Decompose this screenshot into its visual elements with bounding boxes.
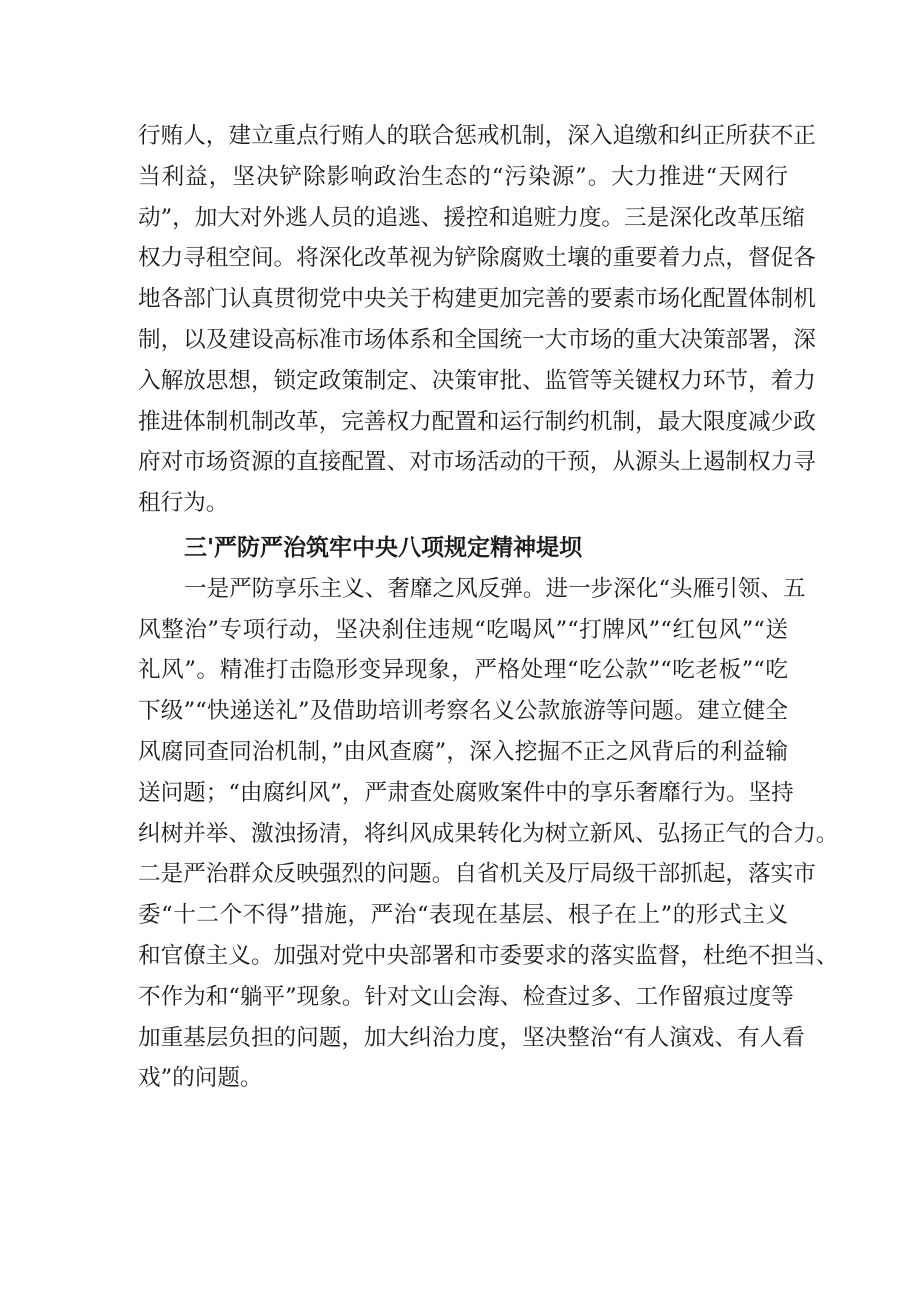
text-line: 权力寻租空间。将深化改革视为铲除腐败土壤的重要着力点，督促各 <box>138 245 816 272</box>
document-body <box>138 116 839 1099</box>
text-line: 和官僚主义。加强对党中央部署和市委要求的落实监督，杜绝不担当、 <box>138 942 839 969</box>
text-line: 风整治”专项行动，坚决刹住违规“吃喝风”“打牌风”“红包风”“送 <box>138 616 788 643</box>
text-line: 送问题；“由腐纠风”，严肃查处腐败案件中的享乐奢靡行为。坚持 <box>138 779 794 806</box>
text-line: 租行为。 <box>138 490 229 517</box>
text-line: 一是严防享乐主义、奢靡之风反弹。进一步深化“头雁引领、五 <box>184 575 806 602</box>
text-line: 礼风”。精准打击隐形变异现象，严格处理“吃公款”“吃老板”“吃 <box>138 657 788 684</box>
text-line: 纠树并举、激浊扬清，将纠风成果转化为树立新风、弘扬正气的合力。 <box>138 820 839 847</box>
text-line: 地各部门认真贯彻党中央关于构建更加完善的要素市场化配置体制机 <box>138 286 816 313</box>
text-line: 当利益，坚决铲除影响政治生态的“污染源”。大力推进“天网行 <box>138 163 788 190</box>
text-line: 加重基层负担的问题，加大纠治力度，坚决整治“有人演戏、有人看 <box>138 1024 805 1051</box>
text-line: 不作为和“躺平”现象。针对文山会海、检查过多、工作留痕过度等 <box>138 983 794 1010</box>
paragraph-2 <box>138 569 839 1099</box>
text-line: 风腐同查同治机制，”由风查腐”，深入挖掘不正之风背后的利益输 <box>138 738 788 765</box>
paragraph-1 <box>138 116 816 524</box>
text-line: 府对市场资源的直接配置、对市场活动的干预，从源头上遏制权力寻 <box>138 449 816 476</box>
text-line: 制，以及建设高标准市场体系和全国统一大市场的重大决策部署，深 <box>138 326 816 353</box>
text-line: 动”，加大对外逃人员的追逃、援控和追赃力度。三是深化改革压缩 <box>138 204 805 231</box>
text-line: 戏”的问题。 <box>138 1065 263 1092</box>
text-line: 推进体制机制改革，完善权力配置和运行制约机制，最大限度减少政 <box>138 408 816 435</box>
text-line: 入解放思想，锁定政策制定、决策审批、监管等关键权力环节，着力 <box>138 367 816 394</box>
text-line: 二是严治群众反映强烈的问题。自省机关及厅局级干部抓起，落实市 <box>138 861 816 888</box>
text-line: 下级”“快递送礼”及借助培训考察名义公款旅游等问题。建立健全 <box>138 698 788 725</box>
section-heading: 三'严防严治筑牢中央八项规定精神堤坝 <box>184 534 583 561</box>
text-line: 行贿人，建立重点行贿人的联合惩戒机制，深入追缴和纠正所获不正 <box>138 123 816 149</box>
text-line: 委“十二个不得”措施，严治“表现在基层、根子在上”的形式主义 <box>138 902 788 929</box>
